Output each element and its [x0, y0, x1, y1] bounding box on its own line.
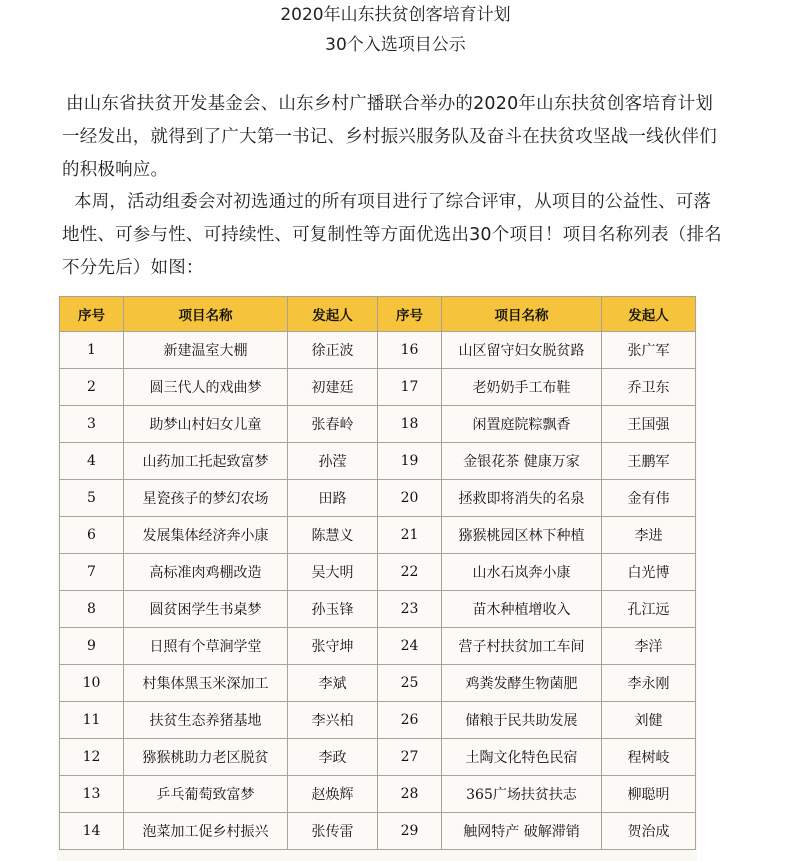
project-table — [59, 296, 696, 850]
cell-index-right: 29 — [378, 813, 442, 850]
table-row — [60, 591, 696, 628]
cell-project-right: 营子村扶贫加工车间 — [442, 628, 602, 665]
table-header-row — [60, 297, 696, 332]
cell-initiator-right: 白光博 — [602, 554, 696, 591]
header-project-right: 项目名称 — [442, 297, 602, 332]
cell-project-left: 助梦山村妇女儿童 — [124, 406, 288, 443]
cell-project-right: 鸡粪发酵生物菌肥 — [442, 665, 602, 702]
cell-index-right: 26 — [378, 702, 442, 739]
cell-project-left: 日照有个草涧学堂 — [124, 628, 288, 665]
table-row — [60, 665, 696, 702]
cell-index-right: 20 — [378, 480, 442, 517]
cell-initiator-left: 张春岭 — [288, 406, 378, 443]
cell-initiator-right: 张广军 — [602, 332, 696, 369]
review-paragraph — [62, 186, 722, 285]
cell-index-left: 2 — [60, 369, 124, 406]
page-title: 2020年山东扶贫创客培育计划 — [280, 5, 511, 25]
cell-initiator-left: 孙滢 — [288, 443, 378, 480]
cell-index-right: 18 — [378, 406, 442, 443]
cell-initiator-left: 张守坤 — [288, 628, 378, 665]
title-block — [0, 0, 791, 60]
header-initiator-left: 发起人 — [288, 297, 378, 332]
cell-index-right: 28 — [378, 776, 442, 813]
header-project-left: 项目名称 — [124, 297, 288, 332]
cell-project-left: 扶贫生态养猪基地 — [124, 702, 288, 739]
cell-index-left: 10 — [60, 665, 124, 702]
header-index-left: 序号 — [60, 297, 124, 332]
cell-initiator-right: 李洋 — [602, 628, 696, 665]
cell-initiator-right: 金有伟 — [602, 480, 696, 517]
cell-project-left: 发展集体经济奔小康 — [124, 517, 288, 554]
intro-paragraph — [62, 88, 722, 187]
cell-index-right: 17 — [378, 369, 442, 406]
cell-index-right: 21 — [378, 517, 442, 554]
project-table-container — [57, 296, 697, 861]
cell-initiator-left: 李斌 — [288, 665, 378, 702]
cell-index-left: 13 — [60, 776, 124, 813]
intro-text: 由山东省扶贫开发基金会、山东乡村广播联合举办的2020年山东扶贫创客培育计划一经发出，就得到了广大第一书记、乡村振兴服务队及奋斗在扶贫攻坚战一线伙伴们的积极响应。 — [62, 94, 717, 180]
cell-initiator-left: 赵焕辉 — [288, 776, 378, 813]
table-row — [60, 443, 696, 480]
cell-project-right: 拯救即将消失的名泉 — [442, 480, 602, 517]
cell-project-right: 土陶文化特色民宿 — [442, 739, 602, 776]
cell-project-left: 村集体黑玉米深加工 — [124, 665, 288, 702]
cell-project-left: 猕猴桃助力老区脱贫 — [124, 739, 288, 776]
cell-index-right: 22 — [378, 554, 442, 591]
cell-index-left: 8 — [60, 591, 124, 628]
cell-index-right: 19 — [378, 443, 442, 480]
cell-index-left: 1 — [60, 332, 124, 369]
cell-project-right: 金银花茶 健康万家 — [442, 443, 602, 480]
table-row — [60, 554, 696, 591]
cell-index-right: 25 — [378, 665, 442, 702]
header-initiator-right: 发起人 — [602, 297, 696, 332]
cell-initiator-left: 李兴柏 — [288, 702, 378, 739]
cell-initiator-right: 贺治成 — [602, 813, 696, 850]
table-row — [60, 369, 696, 406]
cell-project-left: 星瓷孩子的梦幻农场 — [124, 480, 288, 517]
table-row — [60, 813, 696, 850]
cell-initiator-right: 李进 — [602, 517, 696, 554]
cell-initiator-left: 李政 — [288, 739, 378, 776]
cell-project-right: 老奶奶手工布鞋 — [442, 369, 602, 406]
cell-project-right: 365广场扶贫扶志 — [442, 776, 602, 813]
cell-initiator-left: 张传雷 — [288, 813, 378, 850]
cell-project-right: 触网特产 破解滞销 — [442, 813, 602, 850]
cell-project-right: 山水石岚奔小康 — [442, 554, 602, 591]
page-subtitle: 30个入选项目公示 — [325, 35, 466, 55]
cell-index-left: 14 — [60, 813, 124, 850]
cell-initiator-right: 柳聪明 — [602, 776, 696, 813]
table-row — [60, 332, 696, 369]
table-row — [60, 517, 696, 554]
cell-initiator-left: 吴大明 — [288, 554, 378, 591]
cell-index-right: 16 — [378, 332, 442, 369]
cell-project-right: 山区留守妇女脱贫路 — [442, 332, 602, 369]
cell-index-left: 3 — [60, 406, 124, 443]
cell-index-left: 9 — [60, 628, 124, 665]
cell-index-right: 24 — [378, 628, 442, 665]
table-row — [60, 406, 696, 443]
cell-project-left: 圆贫困学生书桌梦 — [124, 591, 288, 628]
cell-project-left: 山药加工托起致富梦 — [124, 443, 288, 480]
cell-initiator-left: 孙玉锋 — [288, 591, 378, 628]
cell-project-left: 新建温室大棚 — [124, 332, 288, 369]
header-index-right: 序号 — [378, 297, 442, 332]
cell-index-right: 27 — [378, 739, 442, 776]
cell-initiator-right: 王国强 — [602, 406, 696, 443]
cell-project-left: 高标准肉鸡棚改造 — [124, 554, 288, 591]
cell-project-right: 苗木种植增收入 — [442, 591, 602, 628]
cell-project-right: 猕猴桃园区林下种植 — [442, 517, 602, 554]
cell-initiator-left: 初建廷 — [288, 369, 378, 406]
cell-initiator-right: 刘健 — [602, 702, 696, 739]
cell-index-left: 5 — [60, 480, 124, 517]
cell-index-right: 23 — [378, 591, 442, 628]
table-row — [60, 628, 696, 665]
cell-index-left: 7 — [60, 554, 124, 591]
table-row — [60, 739, 696, 776]
cell-index-left: 11 — [60, 702, 124, 739]
cell-project-left: 乒乓葡萄致富梦 — [124, 776, 288, 813]
table-row — [60, 480, 696, 517]
cell-project-left: 圆三代人的戏曲梦 — [124, 369, 288, 406]
cell-index-left: 12 — [60, 739, 124, 776]
cell-initiator-right: 李永刚 — [602, 665, 696, 702]
cell-initiator-right: 程树岐 — [602, 739, 696, 776]
review-text: 本周，活动组委会对初选通过的所有项目进行了综合评审，从项目的公益性、可落地性、可参与性、可持续性、可复制性等方面优选出30个项目！项目名称列表（排名不分先后）如图： — [62, 192, 722, 278]
table-row — [60, 776, 696, 813]
table-row — [60, 702, 696, 739]
cell-initiator-right: 乔卫东 — [602, 369, 696, 406]
cell-project-right: 闲置庭院粽飘香 — [442, 406, 602, 443]
cell-initiator-right: 孔江远 — [602, 591, 696, 628]
cell-initiator-left: 陈慧义 — [288, 517, 378, 554]
cell-index-left: 4 — [60, 443, 124, 480]
cell-initiator-left: 徐正波 — [288, 332, 378, 369]
cell-initiator-right: 王鹏军 — [602, 443, 696, 480]
cell-index-left: 6 — [60, 517, 124, 554]
cell-project-left: 泡菜加工促乡村振兴 — [124, 813, 288, 850]
cell-project-right: 储粮于民共助发展 — [442, 702, 602, 739]
cell-initiator-left: 田路 — [288, 480, 378, 517]
